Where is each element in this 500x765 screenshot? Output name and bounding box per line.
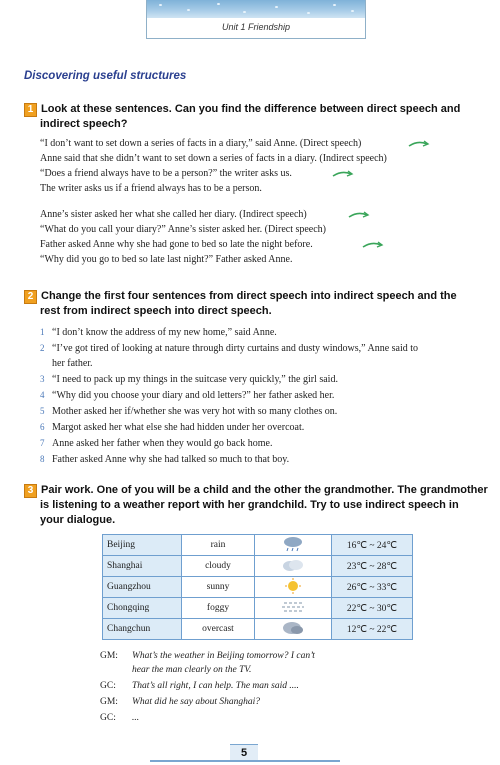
exercise-item: 6 Margot asked her what else she had hidden under her overcoat. <box>40 422 305 433</box>
page-number: 5 <box>230 744 258 761</box>
question-text: Pair work. One of you will be a child and the other the grandmother. The grandmother <box>41 484 488 496</box>
question-number-badge: 3 <box>24 484 37 498</box>
city-cell: Guangzhou <box>103 577 182 598</box>
table-row <box>103 598 413 619</box>
exercise-item: 8 Father asked Anne why she had talked so much to that boy. <box>40 454 290 465</box>
condition-cell: cloudy <box>182 556 255 577</box>
question-number-badge: 2 <box>24 290 37 304</box>
dialogue-line: GC: That’s all right, I can help. The man said .... <box>100 681 299 691</box>
example-sentence: Anne said that she didn’t want to set down a series of facts in a diary. (Indirect speech) <box>40 153 387 164</box>
cloud-icon <box>255 556 332 577</box>
exercise-item: 1 “I don’t know the address of my new home,” said Anne. <box>40 327 277 338</box>
rain-cloud-icon <box>255 535 332 556</box>
example-sentence: “Why did you go to bed so late last night?” Father asked Anne. <box>40 254 293 265</box>
condition-cell: rain <box>182 535 255 556</box>
fog-icon <box>255 598 332 619</box>
exercise-item: 7 Anne asked her father when they would go back home. <box>40 438 273 449</box>
example-sentence: “Does a friend always have to be a person?” the writer asks us. <box>40 168 292 179</box>
dialogue-line: GM: What’s the weather in Beijing tomorrow? I can’t <box>100 651 315 661</box>
question-3-cont: is listening to a weather report with her grandchild. Try to use indirect speech in <box>40 499 459 511</box>
temperature-cell: 16℃ ~ 24℃ <box>332 535 413 556</box>
unit-title: Unit 1 Friendship <box>221 22 291 32</box>
exercise-item: 2 “I’ve got tired of looking at nature through dirty curtains and dusty windows,” Anne said to <box>40 343 419 354</box>
question-2 <box>24 289 457 304</box>
city-cell: Beijing <box>103 535 182 556</box>
question-text: Change the first four sentences from direct speech into indirect speech and the <box>41 290 457 302</box>
question-2-cont: rest from indirect speech into direct speech. <box>40 305 272 317</box>
temperature-cell: 22℃ ~ 30℃ <box>332 598 413 619</box>
dialogue-line: GM: What did he say about Shanghai? <box>100 697 260 707</box>
sun-icon <box>255 577 332 598</box>
section-title: Discovering useful structures <box>24 70 187 82</box>
example-sentence: The writer asks us if a friend always has to be a person. <box>40 183 262 194</box>
temperature-cell: 12℃ ~ 22℃ <box>332 619 413 640</box>
dialogue-line: GC: ... <box>100 713 140 723</box>
example-sentence: Father asked Anne why she had gone to bed so late the night before. <box>40 239 313 250</box>
table-row <box>103 619 413 640</box>
condition-cell: sunny <box>182 577 255 598</box>
unit-banner <box>146 0 366 39</box>
city-cell: Chongqing <box>103 598 182 619</box>
question-number-badge: 1 <box>24 103 37 117</box>
question-1 <box>24 102 460 117</box>
city-cell: Changchun <box>103 619 182 640</box>
condition-cell: foggy <box>182 598 255 619</box>
arrow-icon <box>362 241 384 249</box>
temperature-cell: 23℃ ~ 28℃ <box>332 556 413 577</box>
arrow-icon <box>332 170 354 178</box>
city-cell: Shanghai <box>103 556 182 577</box>
temperature-cell: 26℃ ~ 33℃ <box>332 577 413 598</box>
arrow-icon <box>408 140 430 148</box>
question-3 <box>24 483 488 498</box>
example-sentence: Anne’s sister asked her what she called her diary. (Indirect speech) <box>40 209 307 220</box>
exercise-item: 4 “Why did you choose your diary and old letters?” her father asked her. <box>40 390 335 401</box>
dialogue-line: hear the man clearly on the TV. <box>132 665 252 675</box>
table-row <box>103 556 413 577</box>
exercise-item: 5 Mother asked her if/whether she was very hot with so many clothes on. <box>40 406 338 417</box>
table-row <box>103 535 413 556</box>
question-1-cont: indirect speech? <box>40 118 128 130</box>
exercise-item: 3 “I need to pack up my things in the suitcase very quickly,” the girl said. <box>40 374 338 385</box>
water-drops-image <box>147 0 365 18</box>
exercise-item-cont: her father. <box>52 358 93 369</box>
example-sentence: “What do you call your diary?” Anne’s sister asked her. (Direct speech) <box>40 224 327 235</box>
arrow-icon <box>348 211 370 219</box>
table-row <box>103 577 413 598</box>
overcast-icon <box>255 619 332 640</box>
question-text: Look at these sentences. Can you find the difference between direct speech and <box>41 103 461 115</box>
condition-cell: overcast <box>182 619 255 640</box>
example-sentence: “I don’t want to set down a series of facts in a diary,” said Anne. (Direct speech) <box>40 138 362 149</box>
footer-divider <box>150 760 340 762</box>
question-3-cont: your dialogue. <box>40 514 116 526</box>
weather-table <box>102 534 413 640</box>
